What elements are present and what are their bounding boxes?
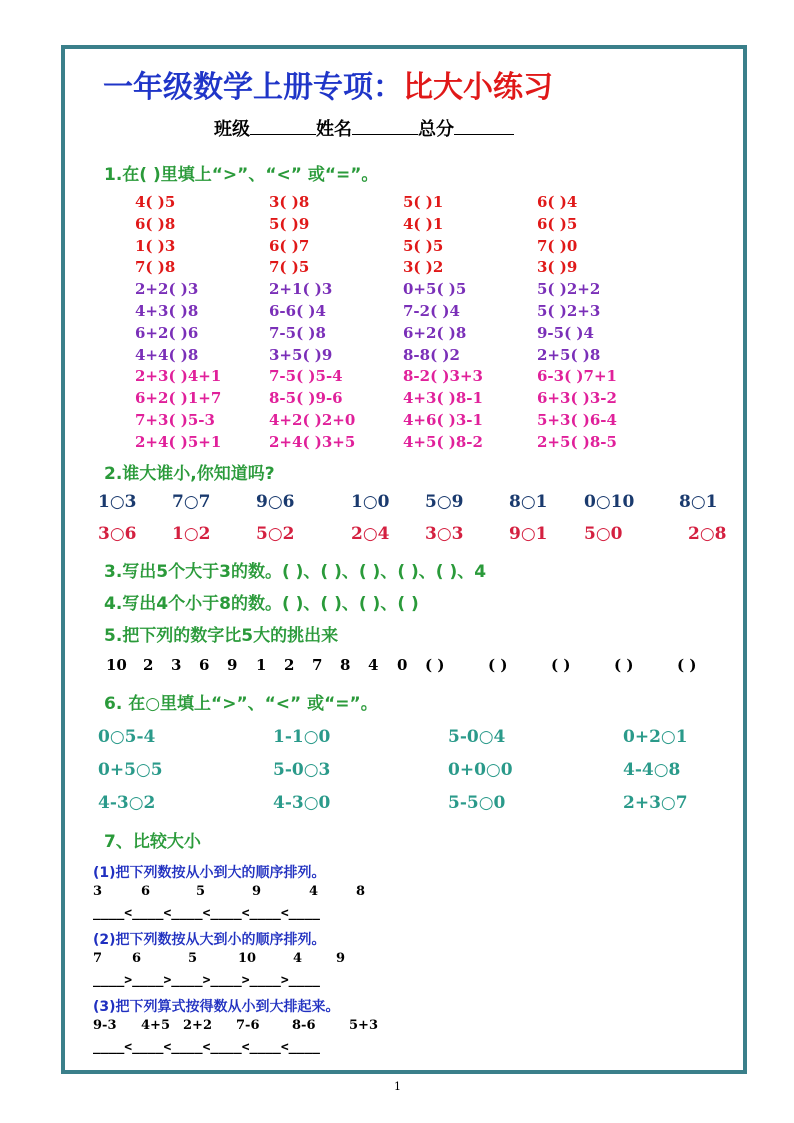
compare-item[interactable]: 7( )8: [135, 258, 176, 277]
number-item: 2: [284, 656, 295, 674]
circle-compare-item[interactable]: 1○3: [98, 492, 137, 512]
compare-item[interactable]: 5( )2+3: [537, 302, 601, 320]
compare-item[interactable]: 4( )1: [403, 214, 444, 233]
order-item: 4: [309, 884, 319, 899]
student-info: [214, 115, 514, 141]
compare-item[interactable]: 9-5( )4: [537, 323, 594, 342]
compare-item[interactable]: 4( )5: [135, 193, 176, 211]
compare-item[interactable]: 5( )1: [403, 193, 444, 211]
class-blank[interactable]: [250, 118, 316, 135]
circle-compare-item[interactable]: 3○6: [98, 524, 137, 544]
compare-item[interactable]: 4+3( )8: [135, 302, 199, 320]
number-item: 9: [227, 656, 238, 674]
circle-compare-item[interactable]: 1○2: [172, 524, 211, 544]
answer-blank[interactable]: ( ): [551, 656, 571, 674]
compare-item[interactable]: 6+2( )6: [135, 323, 199, 342]
compare-item[interactable]: 3( )8: [269, 193, 310, 211]
compare-item[interactable]: 2+4( )5+1: [135, 432, 222, 451]
section5-heading: 5.把下列的数字比5大的挑出来: [104, 626, 339, 646]
order-item: 9-3: [93, 1018, 117, 1033]
compare-item[interactable]: 2+3( )4+1: [135, 367, 222, 386]
class-label: 班级: [214, 119, 250, 140]
compare-item[interactable]: 6-6( )4: [269, 302, 326, 320]
answer-blank[interactable]: ( ): [425, 656, 445, 674]
circle-compare-item[interactable]: 0○10: [584, 492, 635, 512]
title-part-2: 比大小练习: [403, 70, 553, 105]
circle-compare-item[interactable]: 3○3: [425, 524, 464, 544]
number-item: 3: [171, 656, 182, 674]
order-item: 4+5: [141, 1018, 170, 1033]
circle-compare-item[interactable]: 2○4: [351, 524, 390, 544]
compare-item[interactable]: 6+2( )1+7: [135, 389, 222, 408]
title-part-1: 一年级数学上册专项：: [103, 70, 403, 105]
circle-compare-item[interactable]: 2○8: [688, 524, 727, 544]
page-number: 1: [394, 1080, 401, 1093]
compare-item[interactable]: 7-5( )8: [269, 323, 326, 342]
order-instruction: (3)把下列算式按得数从小到大排起来。: [93, 999, 340, 1015]
circle-compare-item[interactable]: 5○9: [425, 492, 464, 512]
order-item: 7: [93, 951, 103, 966]
page-title: [103, 62, 553, 106]
compare-item[interactable]: 5( )5: [403, 236, 444, 255]
compare-item[interactable]: 4+5( )8-2: [403, 432, 483, 451]
compare-item[interactable]: 6+2( )8: [403, 323, 467, 342]
circle-expression-item[interactable]: 5-5○0: [448, 793, 506, 813]
compare-item[interactable]: 5+3( )6-4: [537, 411, 617, 429]
order-answer-chain[interactable]: ____<____<____<____<____<____: [93, 906, 320, 921]
order-item: 8: [356, 884, 366, 899]
number-item: 6: [199, 656, 210, 674]
compare-item[interactable]: 2+5( )8-5: [537, 432, 617, 451]
circle-compare-item[interactable]: 8○1: [509, 492, 548, 512]
compare-item[interactable]: 7( )0: [537, 236, 578, 255]
compare-item[interactable]: 6+3( )3-2: [537, 389, 617, 408]
order-item: 5: [188, 951, 198, 966]
order-item: 9: [336, 951, 346, 966]
compare-item[interactable]: 7-5( )5-4: [269, 367, 343, 386]
compare-item[interactable]: 2+4( )3+5: [269, 432, 356, 451]
compare-item[interactable]: 6( )7: [269, 236, 310, 255]
section7-heading: 7、比较大小: [104, 832, 201, 852]
answer-blank[interactable]: ( ): [488, 656, 508, 674]
number-item: 10: [106, 656, 127, 674]
order-item: 7-6: [236, 1018, 260, 1033]
compare-item[interactable]: 3( )9: [537, 258, 578, 277]
compare-item[interactable]: 5( )9: [269, 214, 310, 233]
section2-heading: 2.谁大谁小,你知道吗?: [104, 464, 275, 484]
circle-expression-item[interactable]: 0○5-4: [98, 727, 156, 747]
order-instruction: (1)把下列数按从小到大的顺序排列。: [93, 865, 326, 881]
score-blank[interactable]: [454, 118, 514, 135]
name-blank[interactable]: [352, 118, 418, 135]
circle-expression-item[interactable]: 4-4○8: [623, 760, 681, 780]
number-item: 7: [312, 656, 323, 674]
compare-item[interactable]: 7-2( )4: [403, 302, 460, 320]
order-item: 2+2: [183, 1018, 212, 1033]
order-answer-chain[interactable]: ____>____>____>____>____>____: [93, 973, 320, 988]
number-item: 1: [256, 656, 267, 674]
compare-item[interactable]: 6( )4: [537, 193, 578, 211]
compare-item[interactable]: 7( )5: [269, 258, 310, 277]
circle-expression-item[interactable]: 2+3○7: [623, 793, 688, 813]
circle-expression-item[interactable]: 0+2○1: [623, 727, 688, 747]
compare-item[interactable]: 8-2( )3+3: [403, 367, 483, 386]
circle-compare-item[interactable]: 7○7: [172, 492, 211, 512]
order-item: 4: [293, 951, 303, 966]
circle-expression-item[interactable]: 0+5○5: [98, 760, 163, 780]
circle-compare-item[interactable]: 5○0: [584, 524, 623, 544]
number-item: 0: [397, 656, 408, 674]
compare-item[interactable]: 4+4( )8: [135, 345, 199, 364]
compare-item[interactable]: 1( )3: [135, 236, 176, 255]
circle-expression-item[interactable]: 5-0○4: [448, 727, 506, 747]
compare-item[interactable]: 3+5( )9: [269, 345, 333, 364]
order-instruction: (2)把下列数按从大到小的顺序排列。: [93, 932, 326, 948]
order-item: 10: [238, 951, 257, 966]
compare-item[interactable]: 4+2( )2+0: [269, 411, 356, 429]
order-item: 6: [141, 884, 151, 899]
compare-item[interactable]: 8-8( )2: [403, 345, 460, 364]
circle-compare-item[interactable]: 5○2: [256, 524, 295, 544]
order-item: 5+3: [349, 1018, 378, 1033]
order-item: 5: [196, 884, 206, 899]
score-label: 总分: [418, 119, 454, 140]
compare-item[interactable]: 2+2( )3: [135, 280, 199, 299]
compare-item[interactable]: 5( )2+2: [537, 280, 601, 299]
circle-expression-item[interactable]: 4-3○2: [98, 793, 156, 813]
section3-question: 3.写出5个大于3的数。( )、( )、( )、( )、( )、4: [104, 562, 487, 582]
compare-item[interactable]: 0+5( )5: [403, 280, 467, 299]
compare-item[interactable]: 2+1( )3: [269, 280, 333, 299]
number-item: 4: [368, 656, 379, 674]
number-item: 8: [340, 656, 351, 674]
circle-compare-item[interactable]: 8○1: [679, 492, 718, 512]
compare-item[interactable]: 2+5( )8: [537, 345, 601, 364]
answer-blank[interactable]: ( ): [614, 656, 634, 674]
circle-expression-item[interactable]: 1-1○0: [273, 727, 331, 747]
name-label: 姓名: [316, 119, 352, 140]
order-item: 3: [93, 884, 103, 899]
section4-question: 4.写出4个小于8的数。( )、( )、( )、( ): [104, 594, 419, 614]
compare-item[interactable]: 7+3( )5-3: [135, 411, 215, 429]
section6-heading: 6. 在○里填上“>”、“<” 或“=”。: [104, 694, 378, 714]
order-answer-chain[interactable]: ____<____<____<____<____<____: [93, 1040, 320, 1055]
number-item: 2: [143, 656, 154, 674]
circle-expression-item[interactable]: 5-0○3: [273, 760, 331, 780]
order-item: 9: [252, 884, 262, 899]
compare-item[interactable]: 6-3( )7+1: [537, 367, 617, 386]
order-item: 6: [132, 951, 142, 966]
compare-item[interactable]: 6( )5: [537, 214, 578, 233]
compare-item[interactable]: 4+6( )3-1: [403, 411, 483, 429]
compare-item[interactable]: 6( )8: [135, 214, 176, 233]
answer-blank[interactable]: ( ): [677, 656, 697, 674]
order-item: 8-6: [292, 1018, 316, 1033]
circle-compare-item[interactable]: 9○6: [256, 492, 295, 512]
circle-compare-item[interactable]: 1○0: [351, 492, 390, 512]
section1-heading: 1.在( )里填上“>”、“<” 或“=”。: [104, 165, 379, 185]
circle-compare-item[interactable]: 9○1: [509, 524, 548, 544]
circle-expression-item[interactable]: 4-3○0: [273, 793, 331, 813]
circle-expression-item[interactable]: 0+0○0: [448, 760, 513, 780]
compare-item[interactable]: 4+3( )8-1: [403, 389, 483, 408]
compare-item[interactable]: 3( )2: [403, 258, 444, 277]
compare-item[interactable]: 8-5( )9-6: [269, 389, 343, 408]
